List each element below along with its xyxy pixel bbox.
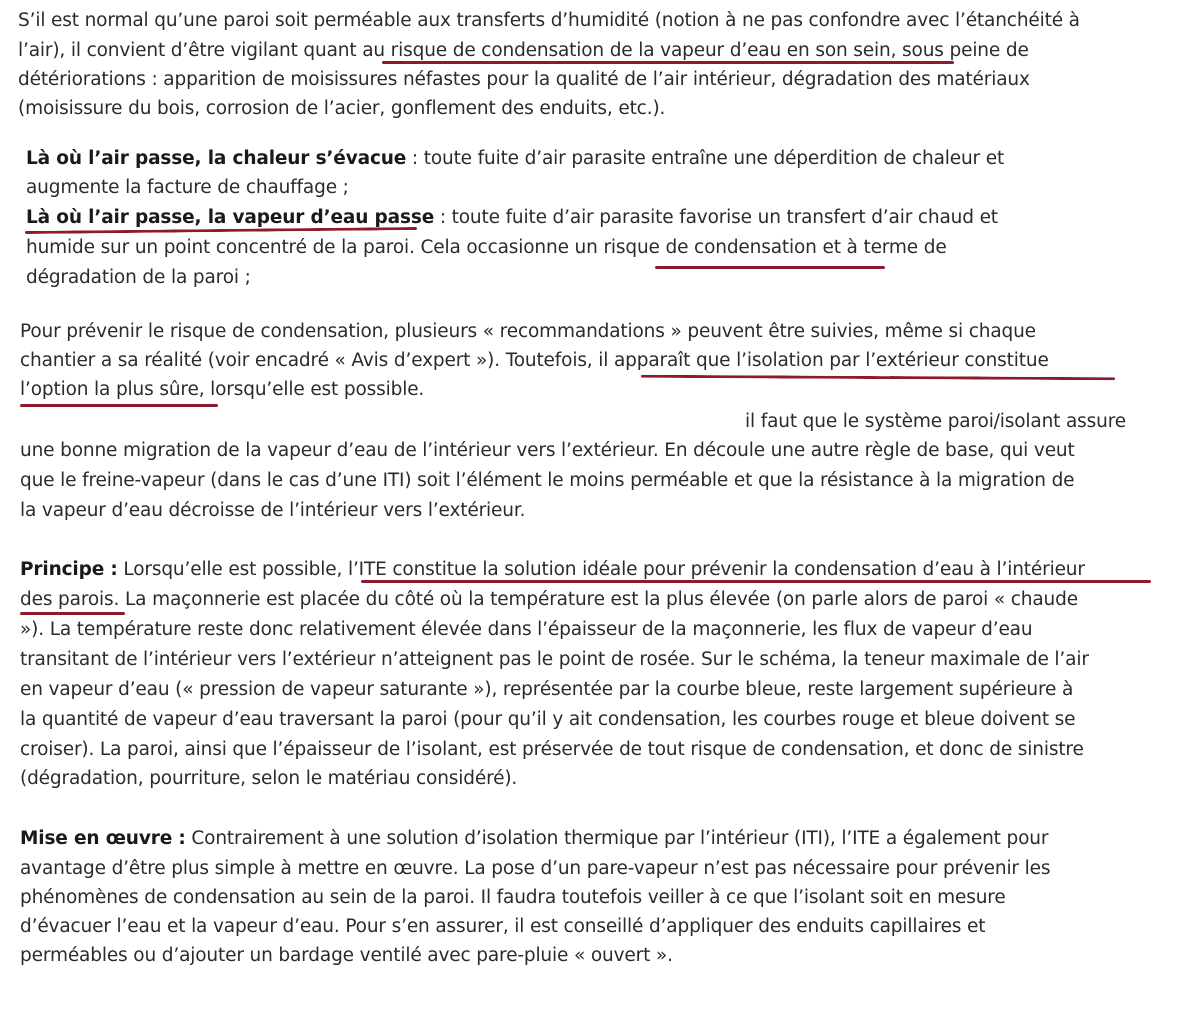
text-segment: (dégradation, pourriture, selon le matériau considéré). [20,768,518,789]
text-segment: l’air), il convient d’être vigilant quant [18,40,363,61]
p1-line-4 [18,97,665,121]
bold-heading: Mise en œuvre : [20,828,186,849]
p2-line-4 [26,236,947,260]
p1-line-1 [18,9,1080,33]
p5-line-7 [20,738,1084,762]
highlighted-phrase: il apparaît que l’isolation par l’extérieur constitue [598,350,1049,371]
bold-heading: Principe : [20,559,118,580]
underline-mark [382,61,954,64]
text-segment: avantage d’être plus simple à mettre en œuvre. La pose d’un pare-vapeur n’est pas nécessaire pour prévenir les [20,858,1051,879]
p3-line-3 [20,378,424,402]
p6-line-2 [20,857,1050,881]
text-segment: détériorations : apparition de moisissures néfastes pour la qualité de l’air intérieur, dégradation des matériaux [18,69,1030,90]
bold-heading: Là où l’air passe, la vapeur d’eau passe [26,207,435,228]
p5-line-6 [20,708,1075,732]
p4-line-3 [20,469,1074,493]
underline-mark [20,612,125,615]
p3-line-2 [20,349,1049,373]
text-segment: en vapeur d’eau (« pression de vapeur saturante »), représentée par la courbe bleue, reste largement supérieure à [20,679,1074,700]
p6-line-3 [20,886,1006,910]
p5-line-8 [20,767,517,791]
text-segment: croiser). La paroi, ainsi que l’épaisseur de l’isolant, est préservée de tout risque de condensation, et donc de sinistre [20,739,1084,760]
text-segment: d’évacuer l’eau et la vapeur d’eau. Pour s’en assurer, il est conseillé d’appliquer des enduits capillaires et [20,916,986,937]
p5-line-1 [20,558,1085,582]
text-segment: la vapeur d’eau décroisse de l’intérieur vers l’extérieur. [20,500,526,521]
text-segment: , lorsqu’elle est possible. [198,379,425,400]
highlighted-phrase: l’ITE constitue la solution idéale pour prévenir la condensation d’eau à l’intérieur [347,559,1085,580]
underline-mark [655,266,885,269]
text-segment: Contrairement à une solution d’isolation thermique par l’intérieur (ITI), l’ITE a également pour [185,828,1049,849]
p6-line-5 [20,944,673,968]
highlighted-phrase: risque de condensation [603,237,817,258]
bold-heading: Là où l’air passe, la chaleur s’évacue [26,148,407,169]
highlighted-phrase: des parois. [20,589,120,610]
text-segment: augmente la facture de chauffage ; [26,177,349,198]
p6-line-1 [20,827,1048,851]
p2-line-1 [26,147,1004,171]
text-segment: : toute fuite d’air parasite entraîne une déperdition de chaleur et [406,148,1005,169]
p1-line-2 [18,39,1029,63]
text-segment: humide sur un point concentré de la paroi. Cela occasionne un [26,237,604,258]
text-segment: Pour prévenir le risque de condensation, plusieurs « recommandations » peuvent être suivies, même si chaque [20,321,1036,342]
text-segment: (moisissure du bois, corrosion de l’acier, gonflement des enduits, etc.). [18,98,666,119]
p6-line-4 [20,915,985,939]
p5-line-5 [20,678,1073,702]
p2-line-5 [26,266,251,290]
p2-line-3 [26,206,998,230]
text-segment: la quantité de vapeur d’eau traversant la paroi (pour qu’il y ait condensation, les courbes rouge et bleue doivent se [20,709,1076,730]
text-segment: que le freine-vapeur (dans le cas d’une ITI) soit l’élément le moins perméable et que la résistance à la migration de [20,470,1075,491]
highlighted-phrase: l’option la plus sûre [20,379,199,400]
p2-line-2 [26,176,349,200]
p5-line-3 [20,618,1032,642]
text-segment: La maçonnerie est placée du côté où la température est la plus élevée (on parle alors de paroi « chaude [119,589,1078,610]
p4-line-2 [20,439,1075,463]
text-segment: phénomènes de condensation au sein de la paroi. Il faudra toutefois veiller à ce que l’isolant soit en mesure [20,887,1006,908]
p3-line-1 [20,320,1036,344]
p5-line-4 [20,648,1089,672]
p1-line-3 [18,68,1030,92]
text-segment: S’il est normal qu’une paroi soit perméable aux transferts d’humidité (notion à ne pas confondre avec l’étanchéité à [18,10,1080,31]
text-segment: il faut que le système paroi/isolant assure [745,411,1127,432]
text-segment: »). La température reste donc relativement élevée dans l’épaisseur de la maçonnerie, les flux de vapeur d’eau [20,619,1033,640]
p4-line-4 [20,499,525,523]
text-segment: dégradation de la paroi ; [26,267,251,288]
text-segment: une bonne migration de la vapeur d’eau de l’intérieur vers l’extérieur. En découle une autre règle de base, qui veut [20,440,1075,461]
p5-line-2 [20,588,1078,612]
underline-mark [641,375,1115,380]
text-segment: : toute fuite d’air parasite favorise un transfert d’air chaud et [434,207,998,228]
text-segment: et à terme de [816,237,947,258]
underline-mark [20,404,218,407]
p4-line-1 [745,410,1126,434]
text-segment: sous peine de [896,40,1029,61]
text-segment: Lorsqu’elle est possible, [117,559,348,580]
highlighted-phrase: au risque de condensation de la vapeur d’eau en son sein, [362,40,897,61]
text-segment: chantier a sa réalité (voir encadré « Avis d’expert »). Toutefois, [20,350,599,371]
text-segment: transitant de l’intérieur vers l’extérieur n’atteignent pas le point de rosée. Sur le schéma, la teneur maximale de l’air [20,649,1089,670]
underline-mark [361,580,1151,583]
text-segment: perméables ou d’ajouter un bardage ventilé avec pare-pluie « ouvert ». [20,945,673,966]
